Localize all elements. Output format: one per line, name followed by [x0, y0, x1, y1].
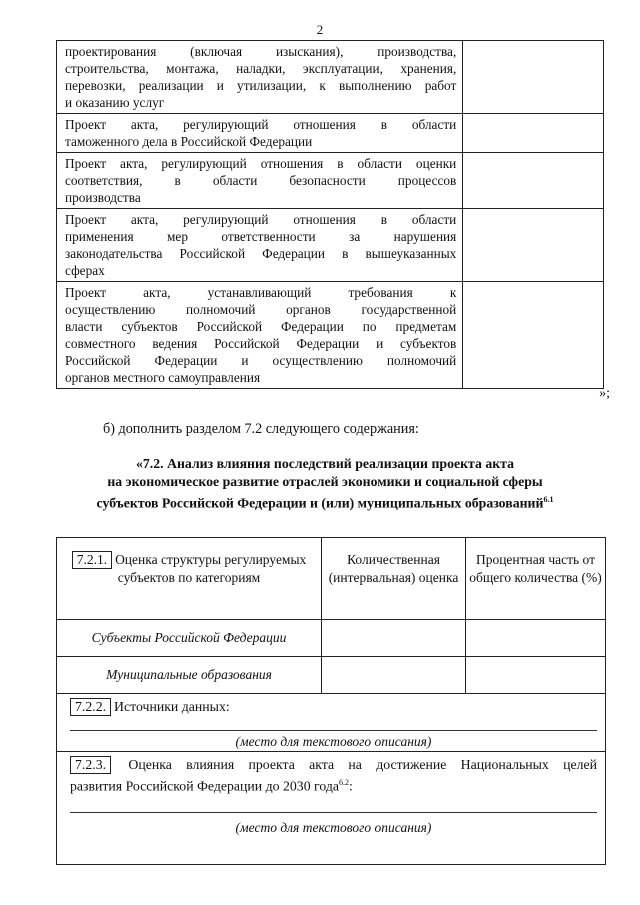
text-line: производства	[65, 190, 141, 205]
intro-paragraph: б) дополнить разделом 7.2 следующего содержания:	[103, 421, 419, 437]
table-row	[57, 620, 605, 657]
value-cell	[466, 657, 605, 693]
row-text	[57, 153, 463, 209]
text-line: применения мер ответственности за нарушения	[65, 229, 457, 244]
row-label: Муниципальные образования	[57, 657, 322, 693]
sources-label: Источники данных:	[114, 699, 230, 714]
row-label: Субъекты Российской Федерации	[57, 620, 322, 656]
empty-cell	[463, 153, 604, 209]
text-line: и оказанию услуг	[65, 95, 165, 110]
empty-cell	[463, 209, 604, 282]
table-row	[57, 114, 604, 153]
header-structure: 7.2.1. Оценка структуры регулируемых субъектов по категориям	[57, 538, 322, 619]
item-number-box: 7.2.3.	[70, 756, 111, 774]
row-text	[57, 282, 463, 389]
closing-quote: »;	[599, 386, 610, 401]
empty-cell	[463, 282, 604, 389]
sources-cell	[57, 694, 605, 751]
footnote-ref: 6.2	[339, 778, 349, 787]
text-line: Проект акта, регулирующий отношения в области оценки	[65, 156, 457, 171]
header-quantitative: Количественная (интервальная) оценка	[322, 538, 466, 619]
value-cell	[466, 620, 605, 656]
text-line: Российской Федерации и осуществлению полномочий	[65, 353, 457, 368]
section-heading	[40, 455, 610, 513]
text-line: соответствия, в области безопасности процессов	[65, 173, 457, 188]
text-placeholder: (место для текстового описания)	[235, 819, 432, 835]
text-line: проектирования (включая изыскания), производства,	[65, 44, 457, 59]
empty-cell	[463, 114, 604, 153]
text-line: строительства, монтажа, наладки, эксплуатации, хранения,	[65, 61, 457, 76]
section-7-2-table	[56, 537, 606, 865]
national-goals-row	[57, 752, 605, 865]
item-number-box: 7.2.1.	[72, 551, 112, 569]
table-row	[57, 657, 605, 694]
fill-line	[70, 730, 597, 731]
text-line: власти субъектов Российской Федерации по предметам	[65, 319, 457, 334]
page-number: 2	[316, 22, 324, 37]
row-text	[57, 114, 463, 153]
projects-table	[56, 40, 604, 389]
text-line: Проект акта, устанавливающий требования к	[65, 285, 457, 300]
footnote-ref: 6.1	[543, 495, 554, 504]
empty-cell	[463, 41, 604, 114]
item-number-box: 7.2.2.	[70, 698, 111, 716]
text-line: Проект акта, регулирующий отношения в области	[65, 117, 457, 132]
table-row	[57, 282, 604, 389]
text-placeholder: (место для текстового описания)	[235, 734, 432, 749]
national-goals-cell: 7.2.3. Оценка влияния проекта акта на достижение Национальных целей развития Российской Федерации до 2030 года$^{6.2}$: (место для текстового описания)	[70, 757, 597, 835]
heading-line-2: на экономическое развитие отраслей экономики и социальной сферы	[107, 474, 543, 489]
table-row	[57, 153, 604, 209]
text-line: перевозки, реализации и утилизации, к выполнению работ	[65, 78, 457, 93]
value-cell	[322, 620, 466, 656]
fill-line	[70, 812, 597, 813]
row-text	[57, 209, 463, 282]
text-line: Проект акта, регулирующий отношения в области	[65, 212, 457, 227]
text-line: органов местного самоуправления	[65, 370, 261, 385]
table-row	[57, 41, 604, 114]
text-line: законодательства Российской Федерации в вышеуказанных	[65, 246, 457, 261]
text-line: совместного ведения Российской Федерации и субъектов	[65, 336, 457, 351]
value-cell	[322, 657, 466, 693]
text-line: таможенного дела в Российской Федерации	[65, 134, 313, 149]
text-line: осуществлению полномочий органов государственной	[65, 302, 457, 317]
sources-row	[57, 694, 605, 752]
text-line: сферах	[65, 263, 105, 278]
header-percent: Процентная часть от общего количества (%)	[469, 552, 602, 585]
row-text	[57, 41, 463, 114]
heading-line-3: субъектов Российской Федерации и (или) муниципальных образований$^{6.1}$	[96, 495, 554, 511]
table-row	[57, 209, 604, 282]
header-row	[57, 538, 605, 620]
heading-line-1: «7.2. Анализ влияния последствий реализации проекта акта	[135, 456, 515, 471]
